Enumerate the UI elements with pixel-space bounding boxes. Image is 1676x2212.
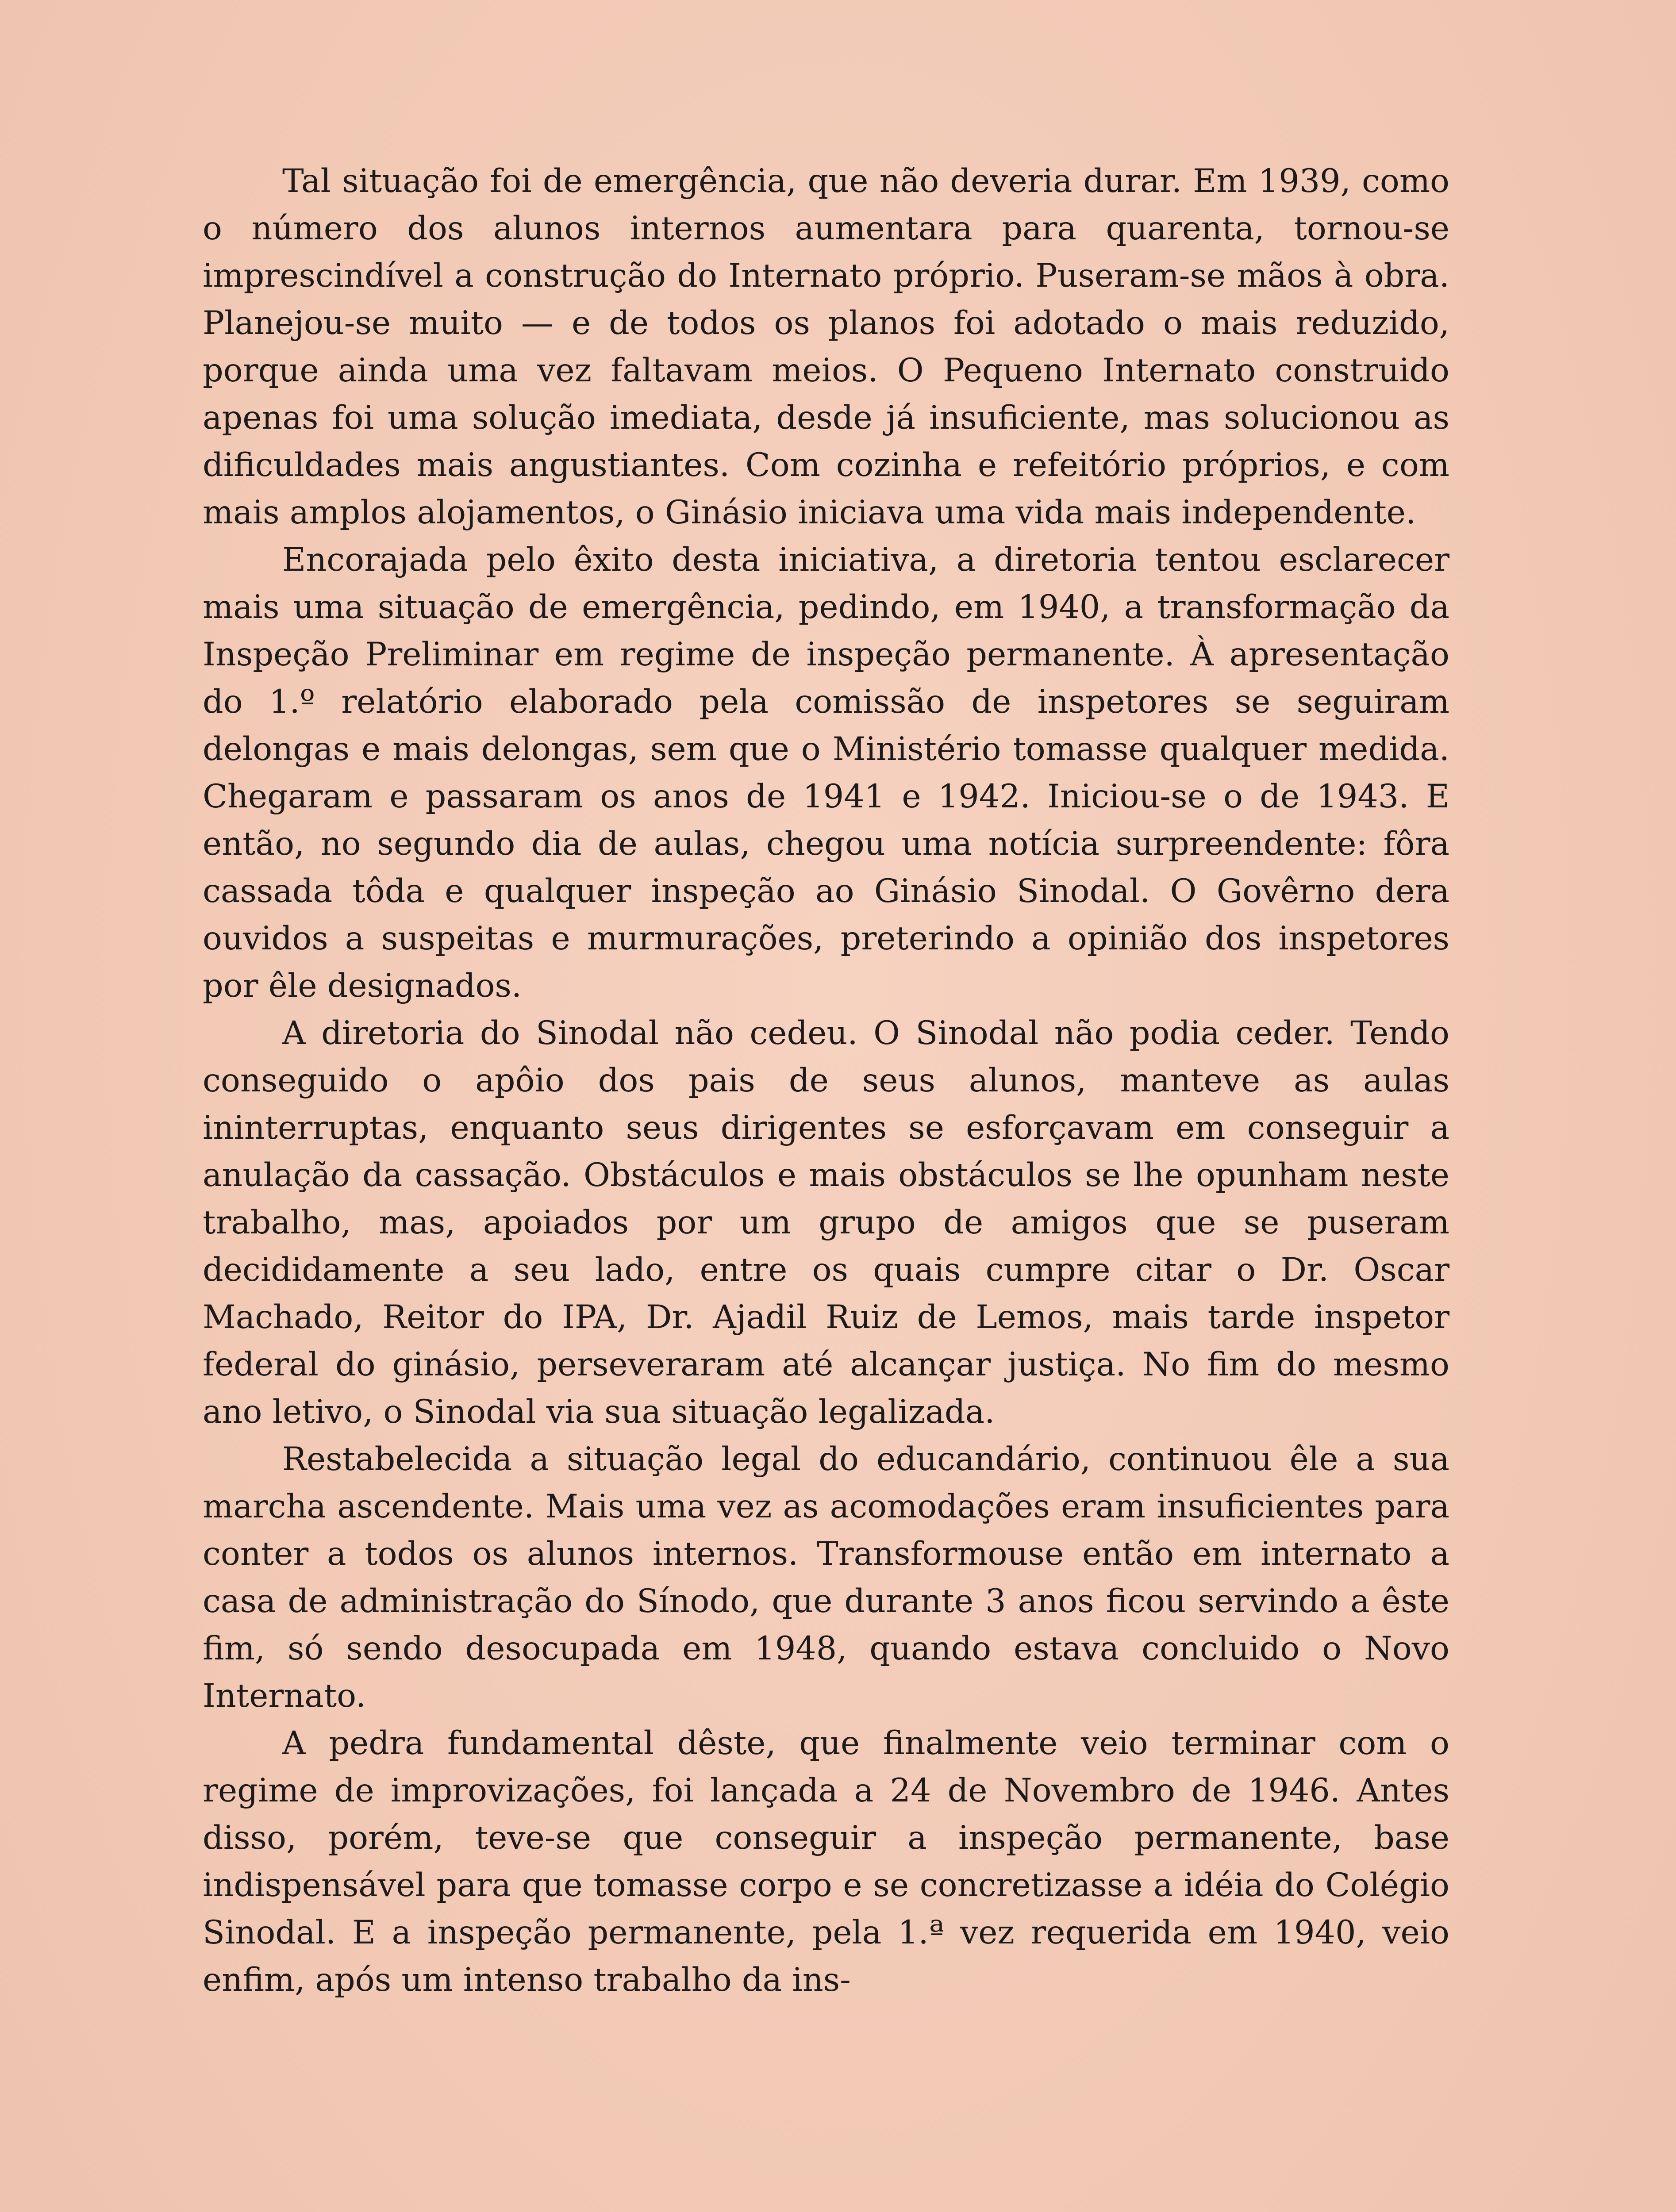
paragraph-4: Restabelecida a situação legal do educandário, continuou êle a sua marcha ascendente. Mais uma vez as acomodações eram insuficientes para conter a todos os alunos internos. Transformouse então em internato a casa de administração do Sínodo, que durante 3 anos ficou servindo a êste fim, só sendo desocupada em 1948, quando estava concluido o Novo Internato. <box>203 1440 1449 1715</box>
paragraph-2: Encorajada pelo êxito desta iniciativa, a diretoria tentou esclarecer mais uma situação de emergência, pedindo, em 1940, a transformação da Inspeção Preliminar em regime de inspeção permanente. À apresentação do 1.º relatório elaborado pela comissão de inspetores se seguiram delongas e mais delongas, sem que o Ministério tomasse qualquer medida. Chegaram e passaram os anos de 1941 e 1942. Iniciou-se o de 1943. E então, no segundo dia de aulas, chegou uma notícia surpreendente: fôra cassada tôda e qualquer inspeção ao Ginásio Sinodal. O Govêrno dera ouvidos a suspeitas e murmurações, preterindo a opinião dos inspetores por êle designados. <box>203 541 1449 1005</box>
body-text <box>203 157 1449 2004</box>
paragraph-5: A pedra fundamental dêste, que finalmente veio terminar com o regime de improvizações, foi lançada a 24 de Novembro de 1946. Antes disso, porém, teve-se que conseguir a inspeção permanente, base indispensável para que tomasse corpo e se concretizasse a idéia do Colégio Sinodal. E a inspeção permanente, pela 1.ª vez requerida em 1940, veio enfim, após um intenso trabalho da ins- <box>203 1724 1449 1999</box>
paragraph-1: Tal situação foi de emergência, que não deveria durar. Em 1939, como o número dos alunos internos aumentara para quarenta, tornou-se imprescindível a construção do Internato próprio. Puseram-se mãos à obra. Planejou-se muito — e de todos os planos foi adotado o mais reduzido, porque ainda uma vez faltavam meios. O Pequeno Internato construido apenas foi uma solução imediata, desde já insuficiente, mas solucionou as dificuldades mais angustiantes. Com cozinha e refeitório próprios, e com mais amplos alojamentos, o Ginásio iniciava uma vida mais independente. <box>203 162 1449 531</box>
paragraph-3: A diretoria do Sinodal não cedeu. O Sinodal não podia ceder. Tendo conseguido o apôio dos pais de seus alunos, manteve as aulas ininterruptas, enquanto seus dirigentes se esforçavam em conseguir a anulação da cassação. Obstáculos e mais obstáculos se lhe opunham neste trabalho, mas, apoiados por um grupo de amigos que se puseram decididamente a seu lado, entre os quais cumpre citar o Dr. Oscar Machado, Reitor do IPA, Dr. Ajadil Ruiz de Lemos, mais tarde inspetor federal do ginásio, perseveraram até alcançar justiça. No fim do mesmo ano letivo, o Sinodal via sua situação legalizada. <box>203 1014 1449 1431</box>
